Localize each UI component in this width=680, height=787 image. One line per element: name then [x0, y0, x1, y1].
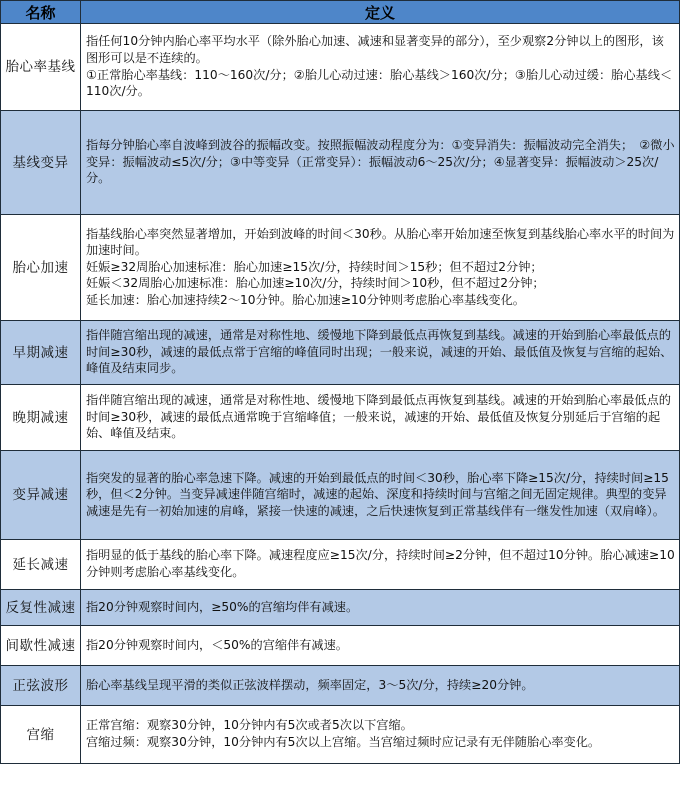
- definition-cell: [81, 385, 680, 451]
- table-row: [1, 215, 680, 321]
- table-row: [1, 590, 680, 626]
- table-row: [1, 385, 680, 451]
- definition-line: 指20分钟观察时间内，＜50%的宫缩伴有减速。: [86, 637, 348, 652]
- header-name: 名称: [1, 1, 81, 24]
- definition-cell: [81, 666, 680, 706]
- definition-line: 胎心率基线呈现平滑的类似正弦波样摆动，频率固定，3～5次/分，持续≥20分钟。: [86, 677, 534, 692]
- table-row: [1, 111, 680, 215]
- definition-line: 指伴随宫缩出现的减速，通常是对称性地、缓慢地下降到最低点再恢复到基线。减速的开始到胎心率最低点的时间≥30秒，减速的最低点通常晚于宫缩峰值；一般来说，减速的开始、最低值及恢复分别延后于宫缩的起始、峰值及结束。: [86, 393, 671, 441]
- definition-line: 延长加速：胎心加速持续2～10分钟。胎心加速≥10分钟则考虑胎心率基线变化。: [86, 292, 525, 307]
- definition-cell: [81, 706, 680, 764]
- definition-line: ①正常胎心率基线：110～160次/分；②胎儿心动过速：胎心基线＞160次/分；③胎儿心动过缓：胎心基线＜110次/分。: [86, 67, 673, 99]
- definition-line: 妊娠≥32周胎心加速标准：胎心加速≥15次/分，持续时间＞15秒；但不超过2分钟；: [86, 259, 543, 274]
- header-definition: 定义: [81, 1, 680, 24]
- definition-line: 指明显的低于基线的胎心率下降。减速程度应≥15次/分，持续时间≥2分钟，但不超过10分钟。胎心减速≥10分钟则考虑胎心率基线变化。: [86, 548, 675, 579]
- term-cell: 延长减速: [1, 540, 81, 590]
- term-cell: 反复性减速: [1, 590, 81, 626]
- table-row: [1, 706, 680, 764]
- definition-line: 指20分钟观察时间内，≥50%的宫缩均伴有减速。: [86, 599, 359, 614]
- term-cell: 变异减速: [1, 451, 81, 540]
- definition-line: 指任何10分钟内胎心率平均水平（除外胎心加速、减速和显著变异的部分），至少观察2分钟以上的图形，该图形可以是不连续的。: [86, 34, 664, 65]
- table-row: [1, 24, 680, 111]
- definition-cell: [81, 24, 680, 111]
- term-cell: 正弦波形: [1, 666, 81, 706]
- term-cell: 胎心加速: [1, 215, 81, 321]
- definition-line: 妊娠＜32周胎心加速标准：胎心加速≥10次/分，持续时间＞10秒，但不超过2分钟；: [86, 276, 545, 291]
- definition-cell: [81, 111, 680, 215]
- definition-line: 宫缩过频：观察30分钟，10分钟内有5次以上宫缩。当宫缩过频时应记录有无伴随胎心率变化。: [86, 735, 601, 749]
- term-cell: 早期减速: [1, 321, 81, 385]
- definition-cell: [81, 451, 680, 540]
- term-cell: 宫缩: [1, 706, 81, 764]
- definition-line: 指每分钟胎心率自波峰到波谷的振幅改变。按照振幅波动程度分为：①变异消失：振幅波动完全消失； ②微小变异：振幅波动≤5次/分；③中等变异（正常变异）：振幅波动6～25次/分；④显著变异：振幅波动＞25次/分。: [86, 138, 675, 186]
- term-cell: 基线变异: [1, 111, 81, 215]
- table-row: [1, 626, 680, 666]
- table-row: [1, 451, 680, 540]
- definition-cell: [81, 540, 680, 590]
- term-cell: 间歇性减速: [1, 626, 81, 666]
- table-row: [1, 666, 680, 706]
- definition-cell: [81, 321, 680, 385]
- definition-line: 正常宫缩：观察30分钟，10分钟内有5次或者5次以下宫缩。: [86, 718, 413, 733]
- definition-cell: [81, 590, 680, 626]
- table-row: [1, 321, 680, 385]
- definition-line: 指基线胎心率突然显著增加，开始到波峰的时间＜30秒。从胎心率开始加速至恢复到基线胎心率水平的时间为加速时间。: [86, 226, 675, 258]
- definition-line: 指伴随宫缩出现的减速，通常是对称性地、缓慢地下降到最低点再恢复到基线。减速的开始到胎心率最低点的时间≥30秒，减速的最低点常于宫缩的峰值同时出现；一般来说，减速的开始、最低值及恢复与宫缩的起始、峰值及结束同步。: [86, 328, 673, 376]
- table-row: [1, 540, 680, 590]
- definition-cell: [81, 626, 680, 666]
- term-cell: 晚期减速: [1, 385, 81, 451]
- definition-cell: [81, 215, 680, 321]
- table-header-row: [1, 1, 680, 24]
- definition-line: 指突发的显著的胎心率急速下降。减速的开始到最低点的时间＜30秒，胎心率下降≥15次/分，持续时间≥15秒，但＜2分钟。当变异减速伴随宫缩时，减速的起始、深度和持续时间与宫缩之间无固定规律。典型的变异减速是先有一初始加速的肩峰，紧接一快速的减速，之后快速恢复到正常基线伴有一继发性加速（双肩峰）。: [86, 470, 669, 518]
- term-cell: 胎心率基线: [1, 24, 81, 111]
